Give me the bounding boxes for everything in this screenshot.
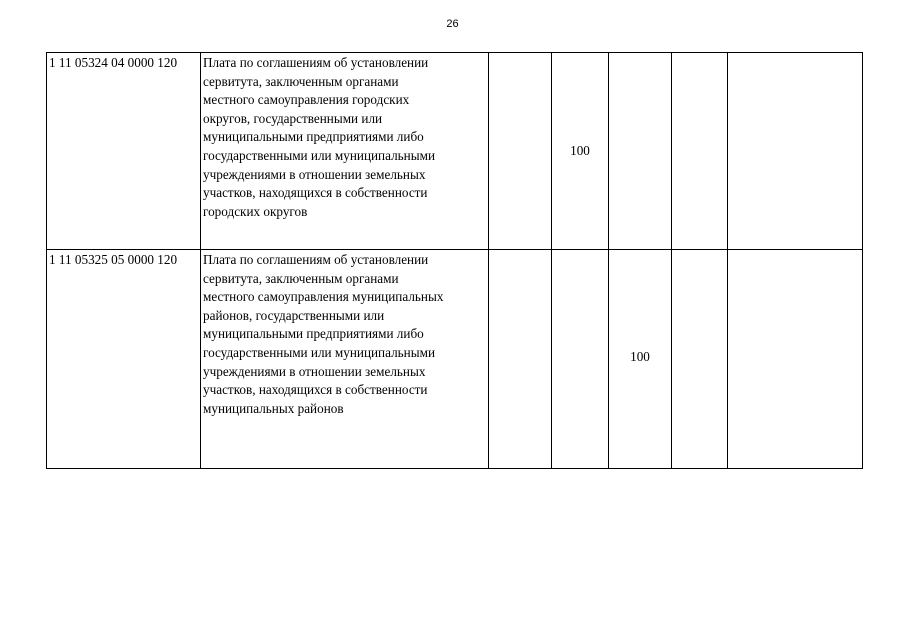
description-line: учреждениями в отношении земельных xyxy=(203,166,426,182)
income-description-cell xyxy=(201,53,489,250)
value-cell-col6 xyxy=(672,53,728,250)
description-line: сервитута, заключенным органами xyxy=(203,270,399,286)
income-description-cell xyxy=(201,250,489,469)
value-cell-col3 xyxy=(489,250,552,469)
budget-classification-table xyxy=(46,52,863,469)
value-cell-col3 xyxy=(489,53,552,250)
value-cell-col7 xyxy=(728,53,863,250)
description-line: районов, государственными или xyxy=(203,307,385,323)
description-line: муниципальных районов xyxy=(203,400,344,416)
description-line: муниципальными предприятиями либо xyxy=(203,129,424,145)
description-line: муниципальными предприятиями либо xyxy=(203,326,424,342)
value-cell-col6 xyxy=(672,250,728,469)
description-line: городских округов xyxy=(203,203,308,219)
value-cell-col7 xyxy=(728,250,863,469)
table-row xyxy=(47,53,863,250)
description-line: государственными или муниципальными xyxy=(203,147,435,163)
description-line: участков, находящихся в собственности xyxy=(203,382,428,398)
description-line: Плата по соглашениям об установлении xyxy=(203,252,429,267)
description-line: сервитута, заключенным органами xyxy=(203,73,399,89)
budget-code-cell: 1 11 05324 04 0000 120 xyxy=(47,53,201,250)
description-line: участков, находящихся в собственности xyxy=(203,185,428,201)
value-cell-col4: 100 xyxy=(552,53,609,250)
description-line: Плата по соглашениям об установлении xyxy=(203,55,429,70)
description-line: государственными или муниципальными xyxy=(203,344,435,360)
table-row xyxy=(47,250,863,469)
value-cell-col5 xyxy=(609,53,672,250)
description-line: местного самоуправления городских xyxy=(203,92,410,108)
value-cell-col5: 100 xyxy=(609,250,672,469)
value-cell-col4 xyxy=(552,250,609,469)
description-line: местного самоуправления муниципальных xyxy=(203,289,444,305)
budget-code-cell: 1 11 05325 05 0000 120 xyxy=(47,250,201,469)
description-line: учреждениями в отношении земельных xyxy=(203,363,426,379)
description-line: округов, государственными или xyxy=(203,110,383,126)
page-number: 26 xyxy=(446,18,459,30)
